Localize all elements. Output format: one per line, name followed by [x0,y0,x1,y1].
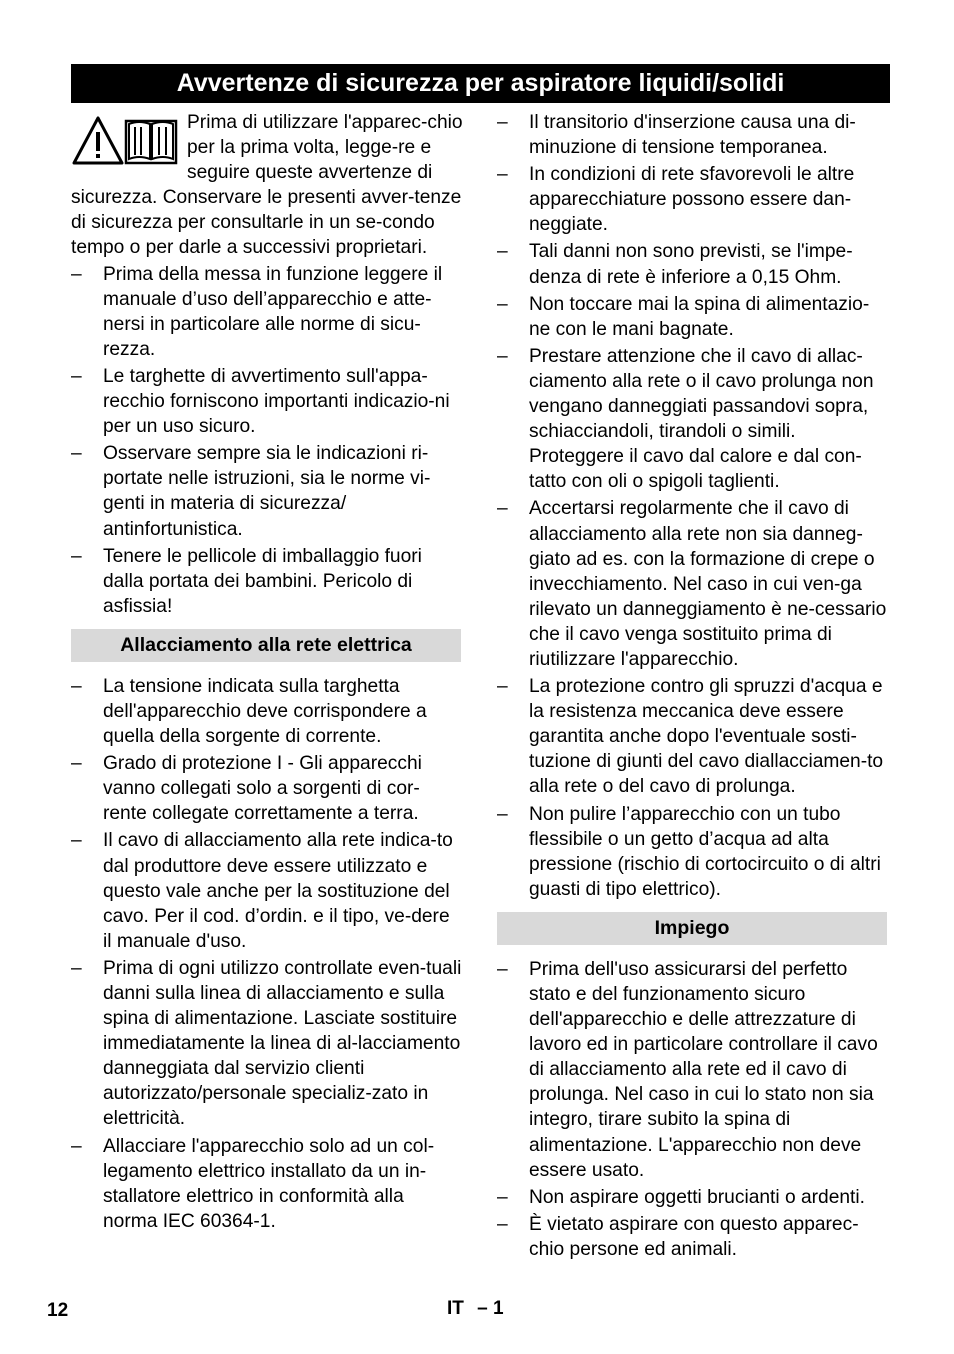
dash-bullet: – [497,241,508,263]
safety-list [71,262,463,619]
list-item [497,162,889,237]
list-item-text: È vietato aspirare con questo apparec-chio persone ed animali. [529,1213,859,1260]
dash-bullet: – [71,753,82,775]
list-item-text: Prima di ogni utilizzo controllate even-tuali danni sulla linea di allacciamento e sulla spina di alimentazione. Lasciate sostituire immediatamente la linea di al-lacciamento danneggiata dal servizio clienti autorizzato/personale specializ-zato in elettricità. [103,957,462,1130]
list-item [71,544,463,619]
list-item-text: Non pulire l’apparecchio con un tubo flessibile o un getto d’acqua ad alta pressione (rischio di cortocircuito o di altri guasti di tipo elettrico). [529,803,881,900]
section-heading-power: Allacciamento alla rete elettrica [71,629,461,662]
dash-bullet: – [71,957,82,979]
list-item-text: Osservare sempre sia le indicazioni ri-portate nelle istruzioni, sia le norme vi-genti in materia di sicurezza/ antinfortunistica. [103,443,431,540]
list-item-text: Prima della messa in funzione leggere il manuale d’uso dell’apparecchio e atte-nersi in particolare alle norme di sicu-rezza. [103,263,443,360]
language-code: IT [447,1298,464,1319]
list-item-text: Non toccare mai la spina di alimentazio-ne con le mani bagnate. [529,293,870,340]
dash-bullet: – [497,498,508,520]
list-item [71,828,463,953]
list-item [71,1134,463,1234]
list-item [497,344,889,495]
dash-bullet: – [71,675,82,697]
list-item [497,957,889,1183]
intro-icons [71,115,179,167]
list-item [497,292,889,342]
list-item-text: Le targhette di avvertimento sull'appa-recchio forniscono importanti indicazio-ni per un uso sicuro. [103,365,450,438]
power-list-right [497,110,889,902]
list-item [71,956,463,1132]
dash-bullet: – [71,830,82,852]
list-item [497,496,889,672]
footer-section [447,1298,504,1320]
list-item-text: La protezione contro gli spruzzi d'acqua e la resistenza meccanica deve essere garantita anche dopo l'eventuale sosti-tuzione di giunti del cavo diallacciamen-to alla rete o del cavo di prolunga. [529,676,884,798]
intro-block [71,110,463,261]
dash-bullet: – [497,293,508,315]
page-number: 12 [47,1300,69,1321]
power-list-left [71,674,463,1234]
list-item [71,364,463,439]
list-item [71,262,463,362]
dash-bullet: – [497,1213,508,1235]
list-item-text: Prestare attenzione che il cavo di allac-ciamento alla rete o il cavo prolunga non vengano danneggiati passandovi sopra, schiacciandoli, tirandoli o simili. Proteggere il cavo dal calore e dal con-tatto con oli o spigoli taglienti. [529,345,874,493]
list-item [497,674,889,799]
dash-bullet: – [497,345,508,367]
list-item [497,1185,889,1210]
list-item-text: Prima dell'uso assicurarsi del perfetto stato e del funzionamento sicuro dell'apparecchio e delle attrezzature di lavoro ed in particolare controllare il cavo di allacciamento alla rete ed il cavo di prolunga. Nel caso in cui lo stato non sia integro, tirare subito la spina di alimentazione. L'apparecchio non deve essere usato. [529,958,878,1181]
list-item-text: Il transitorio d'inserzione causa una di-minuzione di tensione temporanea. [529,112,856,159]
right-column [497,110,889,1264]
section-page: – 1 [477,1298,504,1319]
list-item-text: Grado di protezione I - Gli apparecchi vanno collegati solo a sorgenti di cor-rente collegate correttamente a terra. [103,753,422,825]
list-item-text: Tenere le pellicole di imballaggio fuori dalla portata dei bambini. Pericolo di asfissia! [103,545,422,617]
list-item-text: La tensione indicata sulla targhetta dell'apparecchio deve corrispondere a quella della sorgente di corrente. [103,675,427,748]
list-item-text: Tali danni non sono previsti, se l'impe-denza di rete è inferiore a 0,15 Ohm. [529,241,853,288]
dash-bullet: – [497,803,508,825]
dash-bullet: – [497,1186,508,1208]
dash-bullet: – [497,164,508,186]
intro-text: Prima di utilizzare l'apparec-chio per la prima volta, legge-re e seguire queste avvertenze di sicurezza. Conservare le presenti avver-tenze di sicurezza per consultarle in un se-condo tempo o per darle a successivi proprietari. [71,112,463,259]
list-item [497,802,889,902]
list-item-text: Accertarsi regolarmente che il cavo di allacciamento alla rete non sia danneg-giato ad es. con la formazione di crepe o invecchiamento. Nel caso in cui ven-ga rilevato un danneggiamento è ne-cessario che il cavo venga sostituito prima di riutilizzare l'apparecchio. [529,498,887,670]
list-item [497,239,889,289]
use-list [497,957,889,1262]
list-item-text: Il cavo di allacciamento alla rete indica-to dal produttore deve essere utilizzato e questo vale anche per la sostituzione del cavo. Per il cod. d’ordin. e il tipo, ve-dere il manuale d'uso. [103,830,453,952]
dash-bullet: – [71,443,82,465]
list-item [71,441,463,541]
manual-book-icon [126,121,176,163]
dash-bullet: – [71,365,82,387]
warning-triangle-icon [74,118,122,163]
list-item [71,751,463,826]
list-item [497,110,889,160]
dash-bullet: – [71,545,82,567]
section-heading-use: Impiego [497,912,887,945]
list-item [497,1212,889,1262]
left-column [71,110,463,1236]
page-title: Avvertenze di sicurezza per aspiratore liquidi/solidi [71,64,890,103]
list-item-text: Non aspirare oggetti brucianti o ardenti. [529,1186,865,1208]
list-item-text: Allacciare l'apparecchio solo ad un col-legamento elettrico installato da un in-stallatore elettrico in conformità alla norma IEC 60364-1. [103,1135,435,1232]
list-item [71,674,463,749]
dash-bullet: – [497,958,508,980]
dash-bullet: – [497,112,508,133]
list-item-text: In condizioni di rete sfavorevoli le altre apparecchiature possono essere dan-neggiate. [529,164,855,236]
dash-bullet: – [71,1135,82,1157]
dash-bullet: – [71,263,82,285]
dash-bullet: – [497,676,508,698]
